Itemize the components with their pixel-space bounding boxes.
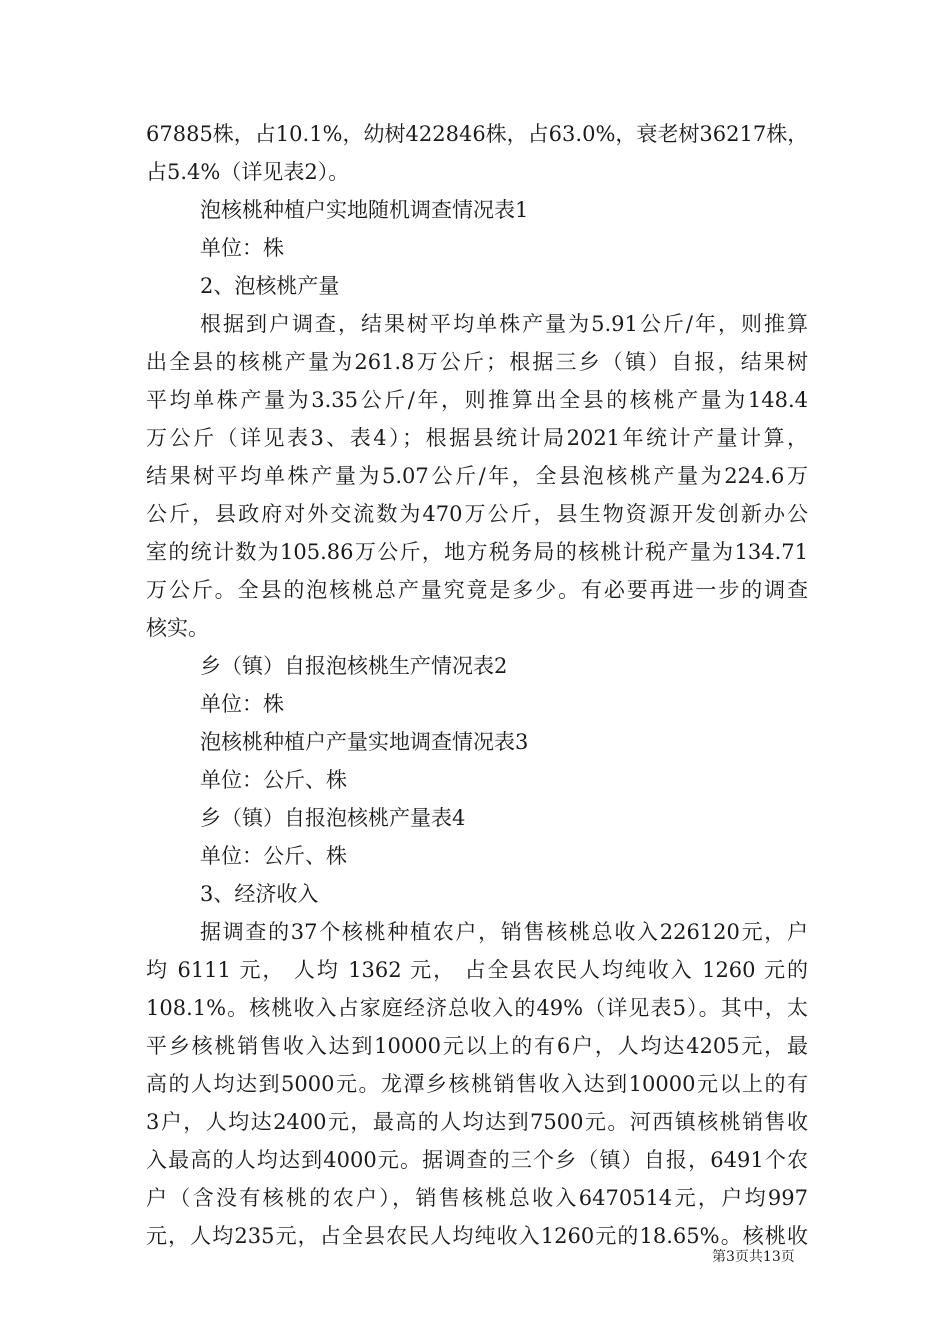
text-line: 占5.4%（详见表2）。	[146, 160, 350, 184]
text-line: 元，人均235元，占全县农民人均纯收入1260元的18.65%。核桃收	[146, 1224, 808, 1248]
text-line: 万公斤（详见表3、表4）；根据县统计局2021年统计产量计算，	[146, 426, 808, 450]
text-line: 单位：公斤、株	[200, 844, 347, 868]
text-line: 万公斤。全县的泡核桃总产量究竟是多少。有必要再进一步的调查	[146, 578, 808, 602]
text-line: 单位：株	[200, 236, 284, 260]
text-line: 2、泡核桃产量	[200, 274, 340, 298]
text-line: 据调查的37个核桃种植农户，销售核桃总收入226120元，户	[200, 920, 808, 944]
text-line: 高的人均达到5000元。龙潭乡核桃销售收入达到10000元以上的有	[146, 1072, 808, 1096]
text-line: 入最高的人均达到4000元。据调查的三个乡（镇）自报，6491个农	[146, 1148, 808, 1172]
text-line: 108.1%。核桃收入占家庭经济总收入的49%（详见表5）。其中，太	[146, 996, 808, 1020]
text-line: 67885株，占10.1%，幼树422846株，占63.0%，衰老树36217株，	[146, 122, 809, 146]
text-line: 平乡核桃销售收入达到10000元以上的有6户，人均达4205元，最	[146, 1034, 808, 1058]
text-line: 单位：株	[200, 692, 284, 716]
text-line: 户（含没有核桃的农户），销售核桃总收入6470514元，户均997	[146, 1186, 808, 1210]
text-line: 泡核桃种植户产量实地调查情况表3	[200, 730, 529, 754]
text-line: 3、经济收入	[200, 882, 319, 906]
document-body	[146, 115, 808, 1255]
text-line: 核实。	[146, 616, 209, 640]
text-line: 室的统计数为105.86万公斤，地方税务局的核桃计税产量为134.71	[146, 540, 808, 564]
page-number: 第3页共13页	[712, 1249, 795, 1265]
text-line: 平均单株产量为3.35公斤/年，则推算出全县的核桃产量为148.4	[146, 388, 808, 412]
text-line: 出全县的核桃产量为261.8万公斤；根据三乡（镇）自报，结果树	[146, 350, 808, 374]
text-line: 根据到户调查，结果树平均单株产量为5.91公斤/年，则推算	[200, 312, 808, 336]
text-line: 3户，人均达2400元，最高的人均达到7500元。河西镇核桃销售收	[146, 1110, 808, 1134]
text-line: 结果树平均单株产量为5.07公斤/年，全县泡核桃产量为224.6万	[146, 464, 808, 488]
text-line: 乡（镇）自报泡核桃产量表4	[200, 806, 466, 830]
text-line: 乡（镇）自报泡核桃生产情况表2	[200, 654, 508, 678]
text-line: 均 6111 元， 人均 1362 元， 占全县农民人均纯收入 1260 元的	[146, 958, 808, 982]
text-line: 单位：公斤、株	[200, 768, 347, 792]
text-line: 泡核桃种植户实地随机调查情况表1	[200, 198, 529, 222]
text-line: 公斤，县政府对外交流数为470万公斤，县生物资源开发创新办公	[146, 502, 808, 526]
